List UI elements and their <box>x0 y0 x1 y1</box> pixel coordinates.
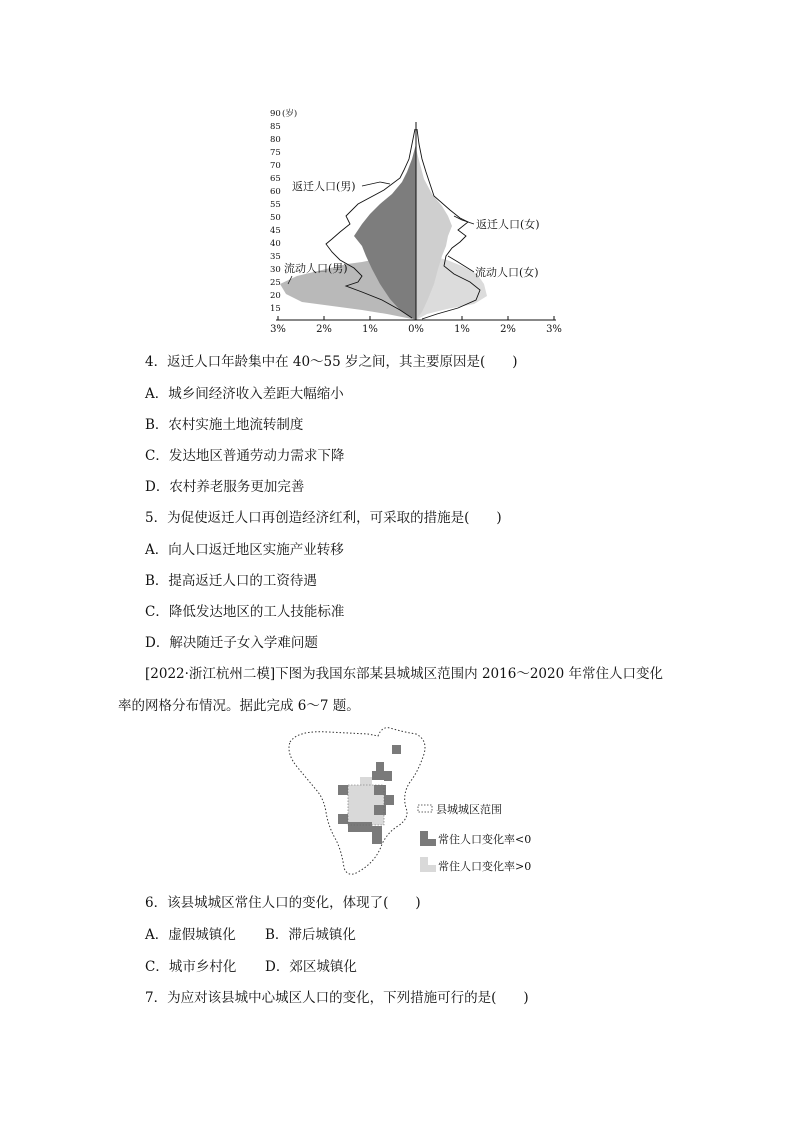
grid-cell <box>372 771 384 780</box>
age-label: 75 <box>270 148 281 158</box>
grid-cell <box>360 822 372 832</box>
legend-boundary-label: 县城城区范围 <box>436 803 502 816</box>
grid-cell <box>384 771 392 781</box>
leader-return-male <box>362 182 390 186</box>
age-label: 35 <box>270 252 281 262</box>
label-return-male: 返迁人口(男) <box>292 180 356 193</box>
grid-cell <box>376 762 384 771</box>
age-label: 20 <box>270 291 281 301</box>
age-label: 45 <box>270 226 281 236</box>
grid-cell <box>338 785 348 795</box>
grid-cell <box>384 795 394 805</box>
age-label: 15 <box>270 304 281 314</box>
grid-cell <box>338 814 348 824</box>
q6-option-a: A．虚假城镇化 <box>145 927 236 943</box>
age-label: 70 <box>270 161 281 171</box>
intro-line-1: [2022·浙江杭州二模]下图为我国东部某县城城区范围内 2016～2020 年常住人口变化 <box>145 666 663 682</box>
q4-option-b: B．农村实施土地流转制度 <box>145 417 304 433</box>
grid-map-figure <box>278 722 548 894</box>
age-label: 30 <box>270 265 281 275</box>
q5-option-d: D．解决随迁子女入学难问题 <box>145 635 318 651</box>
q4-option-c: C．发达地区普通劳动力需求下降 <box>145 448 345 464</box>
q6-stem: 6．该县城城区常住人口的变化，体现了( ) <box>145 895 421 911</box>
age-label: 85 <box>270 122 281 132</box>
x-tick-label: 3% <box>546 324 562 335</box>
label-floating-male: 流动人口(男) <box>284 262 348 275</box>
legend-increase-label: 常住人口变化率>0 <box>438 860 532 873</box>
x-tick-label: 1% <box>454 324 470 335</box>
age-unit: (岁) <box>282 109 298 119</box>
x-tick-label: 3% <box>270 324 286 335</box>
increase-cells <box>348 777 384 825</box>
q4-option-a: A．城乡间经济收入差距大幅缩小 <box>145 386 344 402</box>
q5-option-a: A．向人口返迁地区实施产业转移 <box>145 542 344 558</box>
q6-option-d: D．郊区城镇化 <box>265 959 357 975</box>
age-label: 55 <box>270 200 281 210</box>
legend-boundary-swatch <box>418 805 432 812</box>
q4-stem: 4．返迁人口年龄集中在 40～55 岁之间，其主要原因是( ) <box>145 354 518 370</box>
q6-option-b: B．滞后城镇化 <box>265 927 356 943</box>
age-label: 60 <box>270 187 281 197</box>
q5-option-c: C．降低发达地区的工人技能标准 <box>145 604 345 620</box>
q5-option-b: B．提高返迁人口的工资待遇 <box>145 573 317 589</box>
grid-cell <box>360 777 372 787</box>
age-label: 80 <box>270 135 281 145</box>
grid-cell <box>372 826 382 836</box>
age-label: 90 <box>270 109 281 119</box>
label-return-female: 返迁人口(女) <box>476 218 540 231</box>
legend-increase-swatch <box>420 857 436 872</box>
x-ticks <box>278 316 554 320</box>
x-axis-labels <box>270 324 562 335</box>
age-label: 65 <box>270 174 281 184</box>
grid-cell <box>392 745 401 754</box>
q5-stem: 5．为促使返迁人口再创造经济红利，可采取的措施是( ) <box>145 510 502 526</box>
legend-decrease-label: 常住人口变化率<0 <box>438 833 532 846</box>
intro-line-2: 率的网格分布情况。据此完成 6～7 题。 <box>118 698 360 714</box>
grid-cell <box>372 836 382 844</box>
x-tick-label: 2% <box>316 324 332 335</box>
x-tick-label: 1% <box>362 324 378 335</box>
q6-option-c: C．城市乡村化 <box>145 959 237 975</box>
age-label: 40 <box>270 239 281 249</box>
label-floating-female: 流动人口(女) <box>475 266 539 279</box>
legend-decrease-swatch <box>420 831 436 846</box>
x-tick-label: 2% <box>500 324 516 335</box>
age-label: 50 <box>270 213 281 223</box>
q7-stem: 7．为应对该县城中心城区人口的变化，下列措施可行的是( ) <box>145 990 529 1006</box>
population-pyramid-figure <box>262 104 562 336</box>
age-label: 25 <box>270 278 281 288</box>
x-tick-label: 0% <box>408 324 424 335</box>
q4-option-d: D．农村养老服务更加完善 <box>145 479 305 495</box>
grid-cell <box>348 822 360 832</box>
